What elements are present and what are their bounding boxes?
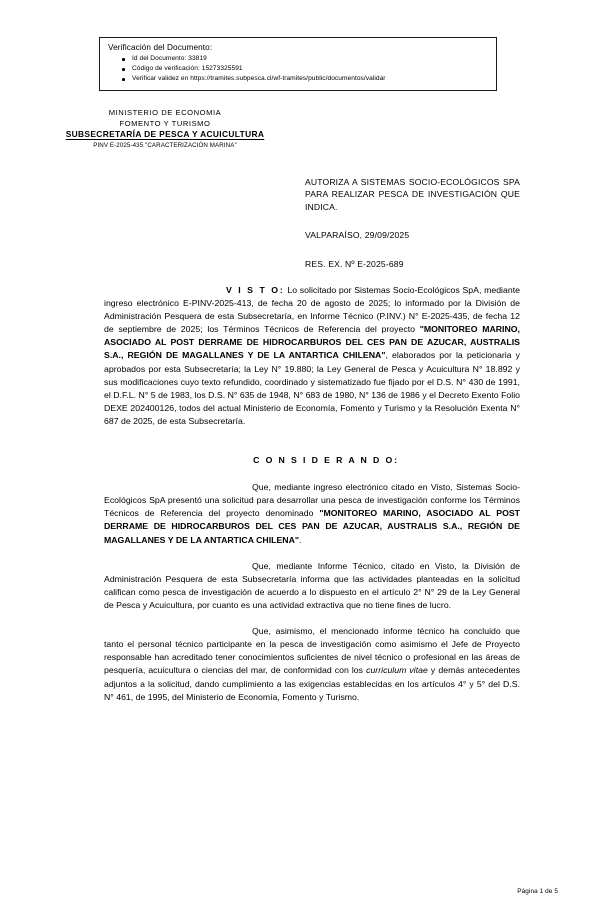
considerando-heading: C O N S I D E R A N D O: <box>253 455 399 466</box>
visto-label: V I S T O: <box>226 285 285 295</box>
considerando-1-project-name: "MONITOREO MARINO, ASOCIADO AL POST DERRAME DE HIDROCARBUROS DEL CES PAN DE AZUCAR, AUSTRALIS S.A., REGIÓN DE MAGALLANES Y DE LA ANTARTICA CHILENA" <box>104 508 521 545</box>
subsecretaria-title: SUBSECRETARÍA DE PESCA Y ACUICULTURA <box>65 129 265 139</box>
visto-text-part-1: Lo solicitado por Sistemas Socio-Ecológicos SpA, mediante ingreso electrónico E-PINV-2025-413, de fecha 20 de agosto de 2025; lo informado por la División de Administración Pesquera de esta Subsecretaría, en Informe Técnico (P.INV.) N° E-2025-435, de fecha 12 de septiembre de 2025; los Términos Técnicos de Referencia del proyecto <box>104 285 520 335</box>
resolution-number: RES. EX. Nº E-2025-689 <box>305 258 404 269</box>
document-subject: AUTORIZA A SISTEMAS SOCIO-ECOLÓGICOS SPA PARA REALIZAR PESCA DE INVESTIGACIÓN QUE INDICA. <box>305 177 520 212</box>
considerando-1-text-part-2: . <box>299 534 302 545</box>
visto-project-name: "MONITOREO MARINO, ASOCIADO AL POST DERRAME DE HIDROCARBUROS DEL CES PAN DE AZUCAR, AUSTRALIS S.A., REGIÓN DE MAGALLANES Y DE LA ANTARTICA CHILENA" <box>104 324 520 361</box>
letterhead <box>32 108 298 151</box>
considerando-2-text: Que, mediante Informe Técnico, citado en Visto, la División de Administración Pesquera de esta Subsecretaría informa que las actividades planteadas en la solicitud califican como pesca de investigación de acuerdo a lo dispuesto en el artículo 2° N° 29 de la Ley General de Pesca y Acuicultura, por cuanto es una actividad extractiva que no tiene fines de lucro. <box>104 560 520 610</box>
verification-title: Verificación del Documento: <box>108 43 213 52</box>
verification-item-code: Código de verificación: 15273325591 <box>132 64 490 74</box>
page-footer <box>0 880 600 898</box>
considerando-paragraph-3 <box>104 625 520 704</box>
considerando-3-text-part-1: Que, asimismo, el mencionado informe técnico ha concluido que tanto el personal técnico participante en la pesca de investigación como asimismo el Jefe de Proyecto responsable han acreditado tener conocimientos suficientes de nivel técnico o profesional en las áreas de pesquería, acuicultura o ciencias del mar, de conformidad con los <box>104 626 520 676</box>
considerando-3-italic-term: curriculum vitae <box>366 665 428 676</box>
visto-paragraph <box>104 284 520 428</box>
document-body <box>104 284 520 704</box>
ministry-line-2: FOMENTO Y TURISMO <box>119 118 211 128</box>
verification-item-document-id: Id del Documento: 33819 <box>132 54 490 64</box>
considerando-3-text-part-2: y demás antecedentes adjuntos a la solicitud, dando cumplimiento a las exigencias establecidas en los artículos 4° y 5° del D.S. N° 461, de 1995, del Ministerio de Economía, Fomento y Turismo. <box>104 665 521 702</box>
considerando-heading-spacer <box>104 467 520 481</box>
considerando-paragraph-2 <box>104 560 520 612</box>
verification-box <box>99 37 497 91</box>
verification-list <box>108 54 490 85</box>
page-number: Página 1 de 5 <box>517 888 558 895</box>
visto-text-part-2: , elaborados por la peticionaria y aprobados por esta Subsecretaría; la Ley N° 19.880; la Ley General de Pesca y Acuicultura N° 18.892 y sus modificaciones cuyo texto refundido, coordinado y sistematizado fue fijado por el D.S. N° 430 de 1991, el D.F.L. N° 5 de 1983, los D.S. N° 635 de 1948, N° 683 de 1980, N° 136 de 1986 y el Decreto Exento Folio DEXE 202400126, todos del actual Ministerio de Economía, Fomento y Turismo y la Resolución Exenta N° 687 de 2025, de esta Subsecretaría. <box>104 350 520 426</box>
ministry-line-1: MINISTERIO DE ECONOMIA <box>108 108 222 117</box>
place-and-date: VALPARAÍSO, 29/09/2025 <box>305 230 410 241</box>
considerando-spacer <box>104 428 520 454</box>
considerando-paragraph-1 <box>104 481 520 546</box>
title-block <box>305 176 520 270</box>
considerando-1-text-part-1: Que, mediante ingreso electrónico citado en Visto, Sistemas Socio-Ecológicos SpA presentó una solicitud para desarrollar una pesca de investigación conforme los Términos Técnicos de Referencia del proyecto denominado <box>104 482 520 519</box>
verification-item-url[interactable]: Verificar validez en https://tramites.subpesca.cl/wf-tramites/public/documentos/validar <box>132 74 490 84</box>
project-reference: PINV E-2025-435 "CARACTERIZACIÓN MARINA" <box>93 142 237 149</box>
